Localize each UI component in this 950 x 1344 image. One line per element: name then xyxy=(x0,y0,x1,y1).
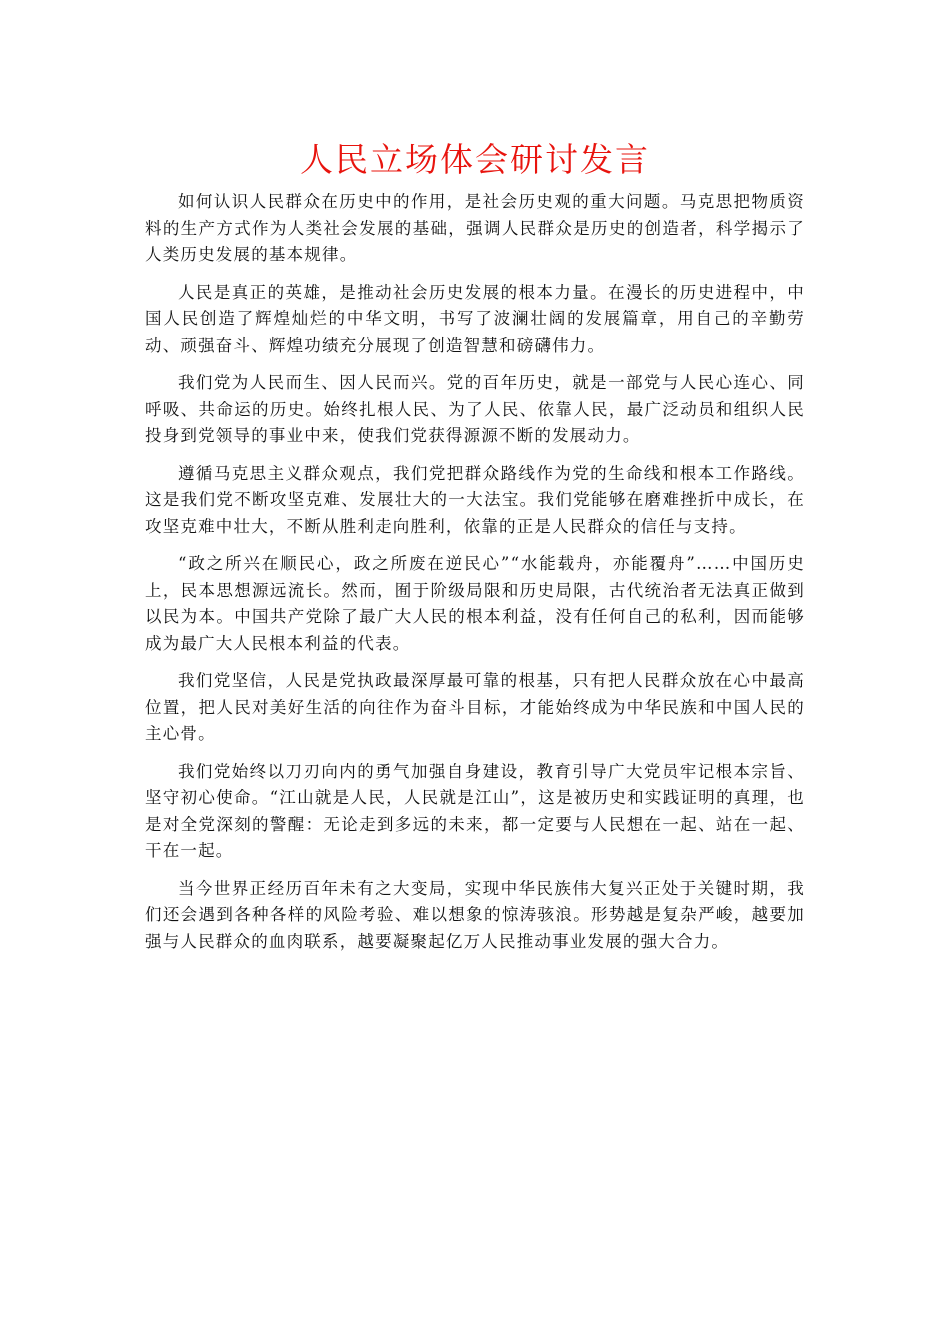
paragraph: 遵循马克思主义群众观点，我们党把群众路线作为党的生命线和根本工作路线。这是我们党不断攻坚克难、发展壮大的一大法宝。我们党能够在磨难挫折中成长，在攻坚克难中壮大，不断从胜利走向胜利，依靠的正是人民群众的信任与支持。 xyxy=(145,463,805,536)
paragraph: 我们党为人民而生、因人民而兴。党的百年历史，就是一部党与人民心连心、同呼吸、共命运的历史。始终扎根人民、为了人民、依靠人民，最广泛动员和组织人民投身到党领导的事业中来，使我们党获得源源不断的发展动力。 xyxy=(145,373,805,445)
paragraph: 我们党坚信，人民是党执政最深厚最可靠的根基，只有把人民群众放在心中最高位置，把人民对美好生活的向往作为奋斗目标，才能始终成为中华民族和中国人民的主心骨。 xyxy=(145,671,805,743)
paragraph: “政之所兴在顺民心，政之所废在逆民心”“水能载舟，亦能覆舟”……中国历史上，民本思想源远流长。然而，囿于阶级局限和历史局限，古代统治者无法真正做到以民为本。中国共产党除了最广大人民的根本利益，没有任何自己的私利，因而能够成为最广大人民根本利益的代表。 xyxy=(145,554,805,653)
paragraph: 如何认识人民群众在历史中的作用，是社会历史观的重大问题。马克思把物质资料的生产方式作为人类社会发展的基础，强调人民群众是历史的创造者，科学揭示了人类历史发展的基本规律。 xyxy=(145,192,805,264)
paragraph: 人民是真正的英雄，是推动社会历史发展的根本力量。在漫长的历史进程中，中国人民创造了辉煌灿烂的中华文明，书写了波澜壮阔的发展篇章，用自己的辛勤劳动、顽强奋斗、辉煌功绩充分展现了创造智慧和磅礴伟力。 xyxy=(145,282,805,355)
paragraph: 当今世界正经历百年未有之大变局，实现中华民族伟大复兴正处于关键时期，我们还会遇到各种各样的风险考验、难以想象的惊涛骇浪。形势越是复杂严峻，越要加强与人民群众的血肉联系，越要凝聚起亿万人民推动事业发展的强大合力。 xyxy=(145,878,805,951)
paragraph: 我们党始终以刀刃向内的勇气加强自身建设，教育引导广大党员牢记根本宗旨、坚守初心使命。“江山就是人民，人民就是江山”，这是被历史和实践证明的真理，也是对全党深刻的警醒：无论走到多远的未来，都一定要与人民想在一起、站在一起、干在一起。 xyxy=(145,761,805,860)
document-body xyxy=(145,189,805,966)
document-title: 人民立场体会研讨发言 xyxy=(300,140,650,179)
